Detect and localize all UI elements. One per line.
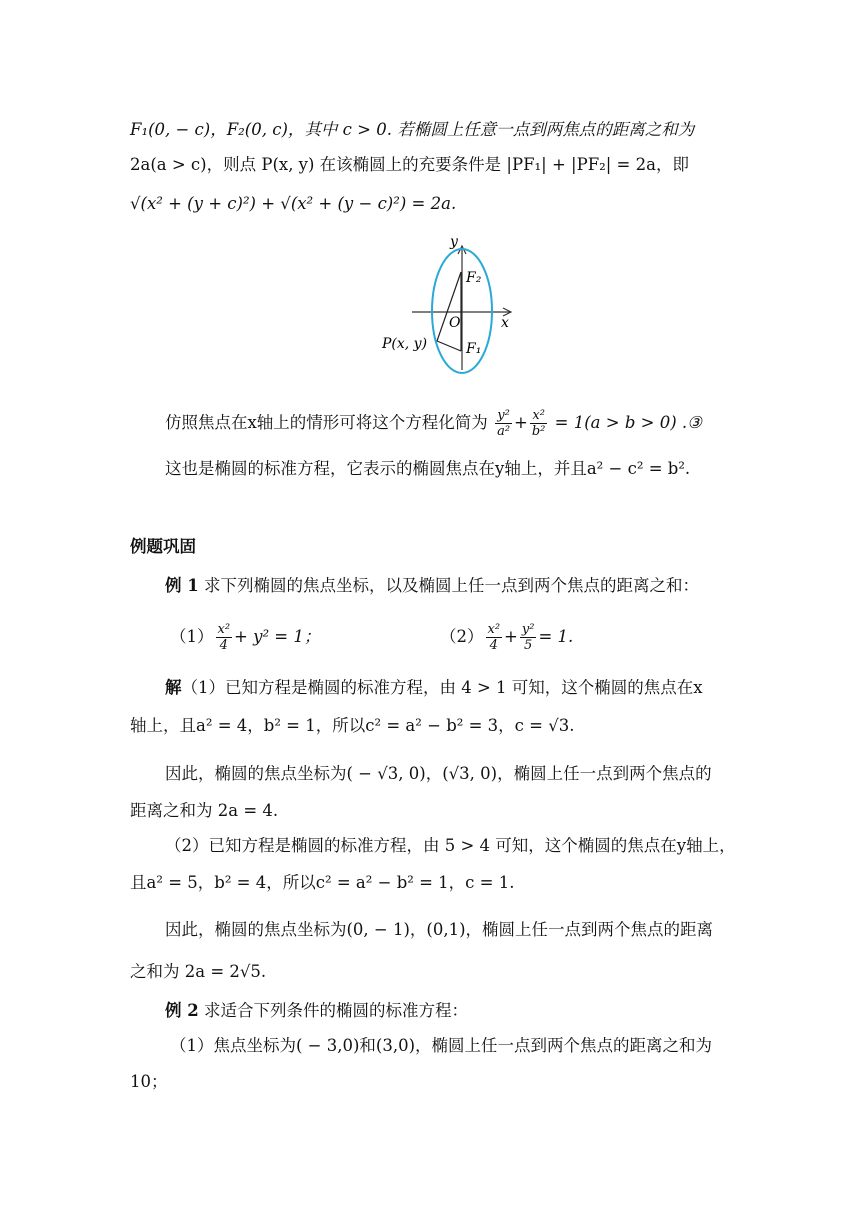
solution-2-line-2: 且a² = 5，b² = 4，所以c² = a² − b² = 1，c = 1. xyxy=(130,873,515,892)
text-line-4: 仿照焦点在x轴上的情形可将这个方程化简为 $\frac{\text{y²}}{\text{a²}}$ + $\frac{\text{x²}}{\text{b²}}$ = 1(a > b > 0) .③ xyxy=(165,408,702,439)
fraction-x2-b2 xyxy=(530,408,548,439)
fraction-num: x² xyxy=(217,622,231,637)
solution-2-line-3: 因此，椭圆的焦点坐标为(0, − 1)，(0,1)，椭圆上任一点到两个焦点的距离 xyxy=(165,920,714,939)
text-line-1: F₁(0, − c)，F₂(0, c)，其中 c > 0. 若椭圆上任意一点到两焦点的距离之和为 xyxy=(130,120,695,139)
x-axis-arrow xyxy=(503,308,511,316)
solution-1-text: （1）已知方程是椭圆的标准方程，由 4 > 1 可知，这个椭圆的焦点在x xyxy=(181,678,703,697)
solution-2-line-1: （2）已知方程是椭圆的标准方程，由 5 > 4 可知，这个椭圆的焦点在y轴上， xyxy=(165,836,736,855)
example-2-text: 求适合下列条件的椭圆的标准方程： xyxy=(203,1001,468,1020)
part-tail: + y² = 1； xyxy=(234,627,321,646)
solution-2-line-4: 之和为 2a = 2√5. xyxy=(130,962,267,981)
example-2-part-1-line-2: 10； xyxy=(130,1072,168,1091)
pf2-segment xyxy=(437,272,461,341)
fraction-num: y² xyxy=(521,622,535,637)
figure-axes xyxy=(412,246,511,370)
example-2 xyxy=(165,1000,468,1022)
fraction-den: 5 xyxy=(524,638,533,653)
example-1 xyxy=(165,575,699,597)
figure-label-y: y xyxy=(450,234,458,250)
fraction-x2-4 xyxy=(216,622,233,653)
figure-label-f2: F₂ xyxy=(466,270,482,286)
fraction-num: x² xyxy=(487,622,501,637)
example-1-text: 求下列椭圆的焦点坐标，以及椭圆上任一点到两个焦点的距离之和： xyxy=(203,576,699,595)
part-label: （2） xyxy=(440,627,484,646)
figure-label-o: O xyxy=(449,315,461,331)
line4-suffix: = 1(a > b > 0) .③ xyxy=(554,413,702,432)
figure-label-x: x xyxy=(501,315,509,331)
fraction-y2-5 xyxy=(520,622,537,653)
example-2-label: 例 2 xyxy=(165,1001,199,1020)
solution-1-line-2: 轴上，且a² = 4，b² = 1，所以c² = a² − b² = 3，c = √3. xyxy=(130,716,575,735)
fraction-den: a² xyxy=(497,424,511,439)
section-heading: 例题巩固 xyxy=(130,537,196,556)
figure-label-p: P(x, y) xyxy=(382,336,428,352)
fraction-num: x² xyxy=(530,408,548,424)
text-line-5: 这也是椭圆的标准方程，它表示的椭圆焦点在y轴上，并且a² − c² = b². xyxy=(165,459,691,478)
fraction-den: 4 xyxy=(219,638,228,653)
figure-label-f1: F₁ xyxy=(466,341,482,357)
solution-1-line-4: 距离之和为 2a = 4. xyxy=(130,801,279,820)
fraction-x2-4b xyxy=(486,622,503,653)
fraction-den: b² xyxy=(531,424,546,439)
part-tail: = 1. xyxy=(538,627,574,646)
line4-prefix: 仿照焦点在x轴上的情形可将这个方程化简为 xyxy=(165,413,488,432)
example-2-part-1-line-1: （1）焦点坐标为( − 3,0)和(3,0)，椭圆上任一点到两个焦点的距离之和为 xyxy=(170,1036,713,1055)
example-1-part-1 xyxy=(170,622,320,653)
example-1-part-2: （2） $\frac{\text{x²}}{4}$ + $\frac{\text{y²}}{5}$ = 1. xyxy=(440,622,574,653)
pf1-segment xyxy=(437,341,461,351)
y-axis-arrow xyxy=(458,246,466,254)
example-1-label: 例 1 xyxy=(165,576,199,595)
fraction-y2-a2 xyxy=(495,408,512,439)
text-line-2: 2a(a > c)，则点 P(x, y) 在该椭圆上的充要条件是 |PF₁| + |PF₂| = 2a，即 xyxy=(130,155,689,174)
solution-1-line-3: 因此，椭圆的焦点坐标为( − √3, 0)，(√3, 0)，椭圆上任一点到两个焦点的 xyxy=(165,764,712,783)
fraction-den: 4 xyxy=(489,638,498,653)
ellipse-curve xyxy=(432,249,492,373)
part-label: （1） xyxy=(170,627,214,646)
solution-1-line-1 xyxy=(165,677,703,699)
text-line-3: √(x² + (y + c)²) + √(x² + (y − c)²) = 2a. xyxy=(130,194,457,213)
solution-label: 解 xyxy=(165,678,182,697)
fraction-num: y² xyxy=(495,408,512,424)
focal-triangle xyxy=(437,272,461,351)
